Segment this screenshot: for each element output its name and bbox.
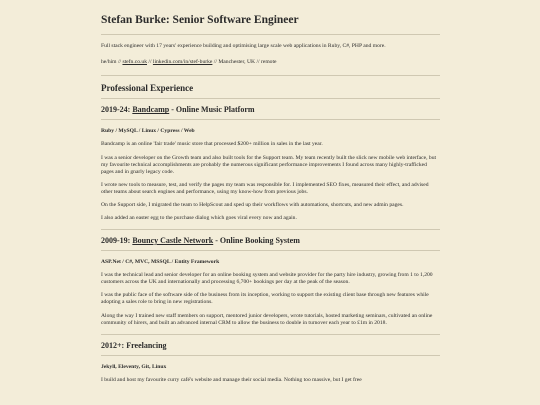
- section-heading-experience: Professional Experience: [101, 83, 194, 94]
- resume-page: [101, 0, 440, 384]
- job-paragraph: I also added an easter egg to the purchase dialog which goes viral every now and again.: [101, 215, 297, 222]
- job-paragraph: I wrote new tools to measure, test, and verify the pages my team was responsible for. I implemented SEO fixes, measured their effect, and advised other teams about search engines and performance, using my know-how from previous jobs.: [101, 181, 429, 195]
- separator: //: [255, 59, 261, 66]
- job-paragraph: On the Support side, I migrated the team to HelpScout and sped up their workflows with automations, shortcuts, and new admin pages.: [101, 201, 404, 208]
- location: Manchester, UK: [218, 59, 256, 66]
- job-paragraph: I was the technical lead and senior developer for an online booking system and website provider for the party hire industry, growing from 1 to 1,200 customers across the UK and internationally and processing 6,700+ bookings per day at the peak of the season.: [101, 272, 433, 286]
- website-link[interactable]: stefn.co.uk: [122, 59, 147, 66]
- section-divider: [101, 75, 440, 76]
- job-paragraph: I was the public face of the software side of the business from its inception, working to support the existing client base through new features while adopting a sales role to bring in new registrations.: [101, 292, 429, 306]
- job-period: 2012+: Freelancing: [101, 340, 167, 350]
- job-role: - Online Booking System: [213, 236, 300, 246]
- page-title: Stefan Burke: Senior Software Engineer: [101, 10, 440, 35]
- job-period: 2009-19:: [101, 236, 133, 246]
- job-paragraph: I build and host my favourite curry café's website and manage their social media. Nothing too massive, but I get free: [101, 376, 362, 383]
- job-heading: [101, 341, 440, 356]
- job-paragraph: Along the way I trained new staff members on support, mentored junior developers, wrote tutorials, hosted marketing seminars, cultivated an online community of hirers, and built an advanced internal CRM to allow the business to double in turnover each year to £1m in 2018.: [101, 312, 433, 326]
- company-link-bandcamp[interactable]: Bandcamp: [132, 105, 170, 115]
- job-freelancing: [101, 334, 440, 384]
- tech-stack: Ruby / MySQL / Linux / Cypress / Web: [101, 128, 195, 135]
- linkedin-link[interactable]: linkedin.com/in/stef-burke: [152, 59, 213, 66]
- job-bandcamp: [101, 98, 440, 229]
- pronouns: he/him: [101, 59, 117, 66]
- job-role: - Online Music Platform: [169, 105, 255, 115]
- remote-status: remote: [260, 59, 277, 66]
- contact-line: [101, 59, 440, 66]
- job-paragraph: I was a senior developer on the Growth team and also built tools for the Support team. My team recently built the slick new mobile web interface, but my favourite technical accomplishments are probably the numerous significant performance improvements I found across many highly-trafficked pages and in gnarly legacy code.: [101, 154, 437, 175]
- separator: //: [212, 59, 219, 66]
- separator: //: [147, 59, 153, 66]
- job-bouncy-castle-network: [101, 229, 440, 334]
- job-heading: [101, 105, 440, 120]
- job-paragraph: Bandcamp is an online 'fair trade' music store that processed $200+ million in sales in the last year.: [101, 141, 323, 148]
- intro-text: Full stack engineer with 17 years' experience building and optimising large scale web applications in Ruby, C#, PHP and more.: [101, 43, 386, 49]
- job-period: 2019-24:: [101, 105, 133, 115]
- tech-stack: ASP.Net / C#, MVC, MSSQL / Entity Framework: [101, 259, 220, 266]
- job-heading: [101, 236, 440, 251]
- separator: //: [116, 59, 123, 66]
- tech-stack: Jekyll, Eleventy, Git, Linux: [101, 363, 167, 370]
- company-link-bouncy-castle-network[interactable]: Bouncy Castle Network: [132, 236, 214, 246]
